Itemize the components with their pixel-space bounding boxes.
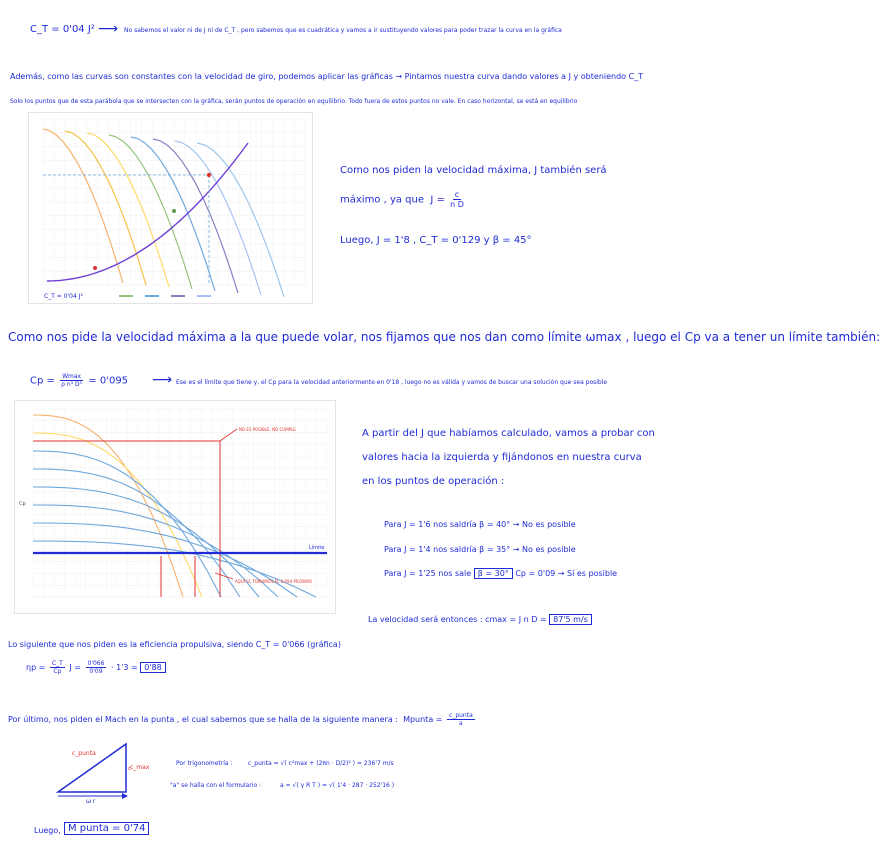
ct-formula: C_T = 0'04 J² [30,24,95,35]
cp-note: Ese es el límite que tiene y, el Cp para la velocidad anteriormente en 0'18 , luego no es válida y vamos de buscar una solución que sea posible [176,379,608,386]
limit-label: Límite [309,545,325,551]
annotation-arrow [220,429,237,441]
cp-curve [33,541,316,597]
ct-note: No sabemos el valor ni de J ni de C_T , pero sabemos que es cuadrática y vamos a ir sustituyendo valores para poder trazar la curva en la gráfica [124,27,562,34]
annotation-accepted: AQUÍ SÍ, TOMAMOS EL 0.094 PRÓXIMO [235,579,312,584]
chart-ct-vs-j [28,112,313,304]
arrow-icon: ⟶ [98,21,119,37]
trig-label: Por trigonometría : [176,760,233,767]
chart-ct-svg [29,113,312,303]
ct-curve [175,141,261,295]
efficiency-line: Lo siguiente que nos piden es la eficiencia propulsiva, siendo C_T = 0'066 (gráfica) [8,640,341,649]
a-equation: a = √( γ R T ) = √( 1'4 · 287 · 252'16 ) [280,782,395,789]
y-axis-label: Cp [19,501,26,507]
ct-curve [65,131,146,285]
efficiency-formula: ηp = $\frac{C\_T}{Cp}$ J = $\frac{0'066}{0'09}$ · 1'3 = 0'88 [26,660,166,675]
legend-swatch [145,295,159,297]
trial-3: Para J = 1'25 nos sale β = 30° Cp = 0'09 → Sí es posible [384,569,618,578]
cp-curve [33,523,297,597]
luego-label: Luego, [34,826,61,835]
velocity-triangle [50,738,140,804]
annotation-not-possible: NO ES POSIBLE, NO CUMPLE [239,427,296,432]
side1-result: Luego, J = 1'8 , C_T = 0'129 y β = 45° [340,235,532,246]
cp-limit-formula: Cp = $\frac{Wmax}{\text{ρ n³ D⁵}}$ = 0'095 [30,373,129,388]
mach-result: M punta = 0'74 [64,822,149,835]
arrow-icon: ⟶ [152,372,173,388]
triangle-base-label: ω r [86,798,96,805]
intersection-point [172,209,176,213]
side1-line1: Como nos piden la velocidad máxima, J también será [340,165,607,176]
side1-line2: máximo , ya que J = $\frac{c}{\text{n D}}$ [340,190,464,209]
triangle-side-label: c_max [130,764,150,771]
legend-swatch [171,295,185,297]
operating-point [207,173,211,177]
side2-line3: en los puntos de operación : [362,476,505,487]
side2-line2: valores hacia la izquierda y fijándonos en nuestra curva [362,452,642,463]
mach-line: Por último, nos piden el Mach en la punta , el cual sabemos que se halla de la siguiente manera : Mpunta = $\frac{\text{c\_punta}}{a}$ [8,712,473,727]
ct-curve [43,129,123,283]
intro-line: Además, como las curvas son constantes con la velocidad de giro, podemos aplicar las gráficas → Pintamos nuestra curva dando valores a J y obteniendo C_T [10,72,644,81]
velocity-result: La velocidad será entonces : cmax = J n D = 87'5 m/s [368,615,592,624]
trial-1: Para J = 1'6 nos saldría β = 40° → No es posible [384,520,576,529]
chart1-caption: C_T = 0'04 J² [44,293,83,300]
legend-swatch [197,295,211,297]
chart-cp-svg [15,401,335,613]
legend-swatch [119,295,133,297]
max-velocity-paragraph: Como nos pide la velocidad máxima a la que puede volar, nos fijamos que nos dan como límite ωmax , luego el Cp va a tener un límite también: [8,330,880,344]
chart-cp-vs-j [14,400,336,614]
side2-line1: A partir del J que habíamos calculado, vamos a probar con [362,428,655,439]
triangle-hyp-label: c_punta [72,750,96,757]
trial-2: Para J = 1'4 nos saldría β = 35° → No es posible [384,545,576,554]
svg-text:c: c [128,766,131,772]
trig-equation: c_punta = √( c²max + (2πn · D/2)² ) = 236'7 m/s [248,760,394,767]
intro-note: Solo los puntos que de esta parábola que se intersecten con la gráfica, serán puntos de operación en equilibrio. Todo fuera de estos puntos no vale. En caso horizontal, se está en equilibrio [10,98,578,105]
intersection-point [93,266,97,270]
a-label: "a" se halla con el formulario : [170,782,262,789]
